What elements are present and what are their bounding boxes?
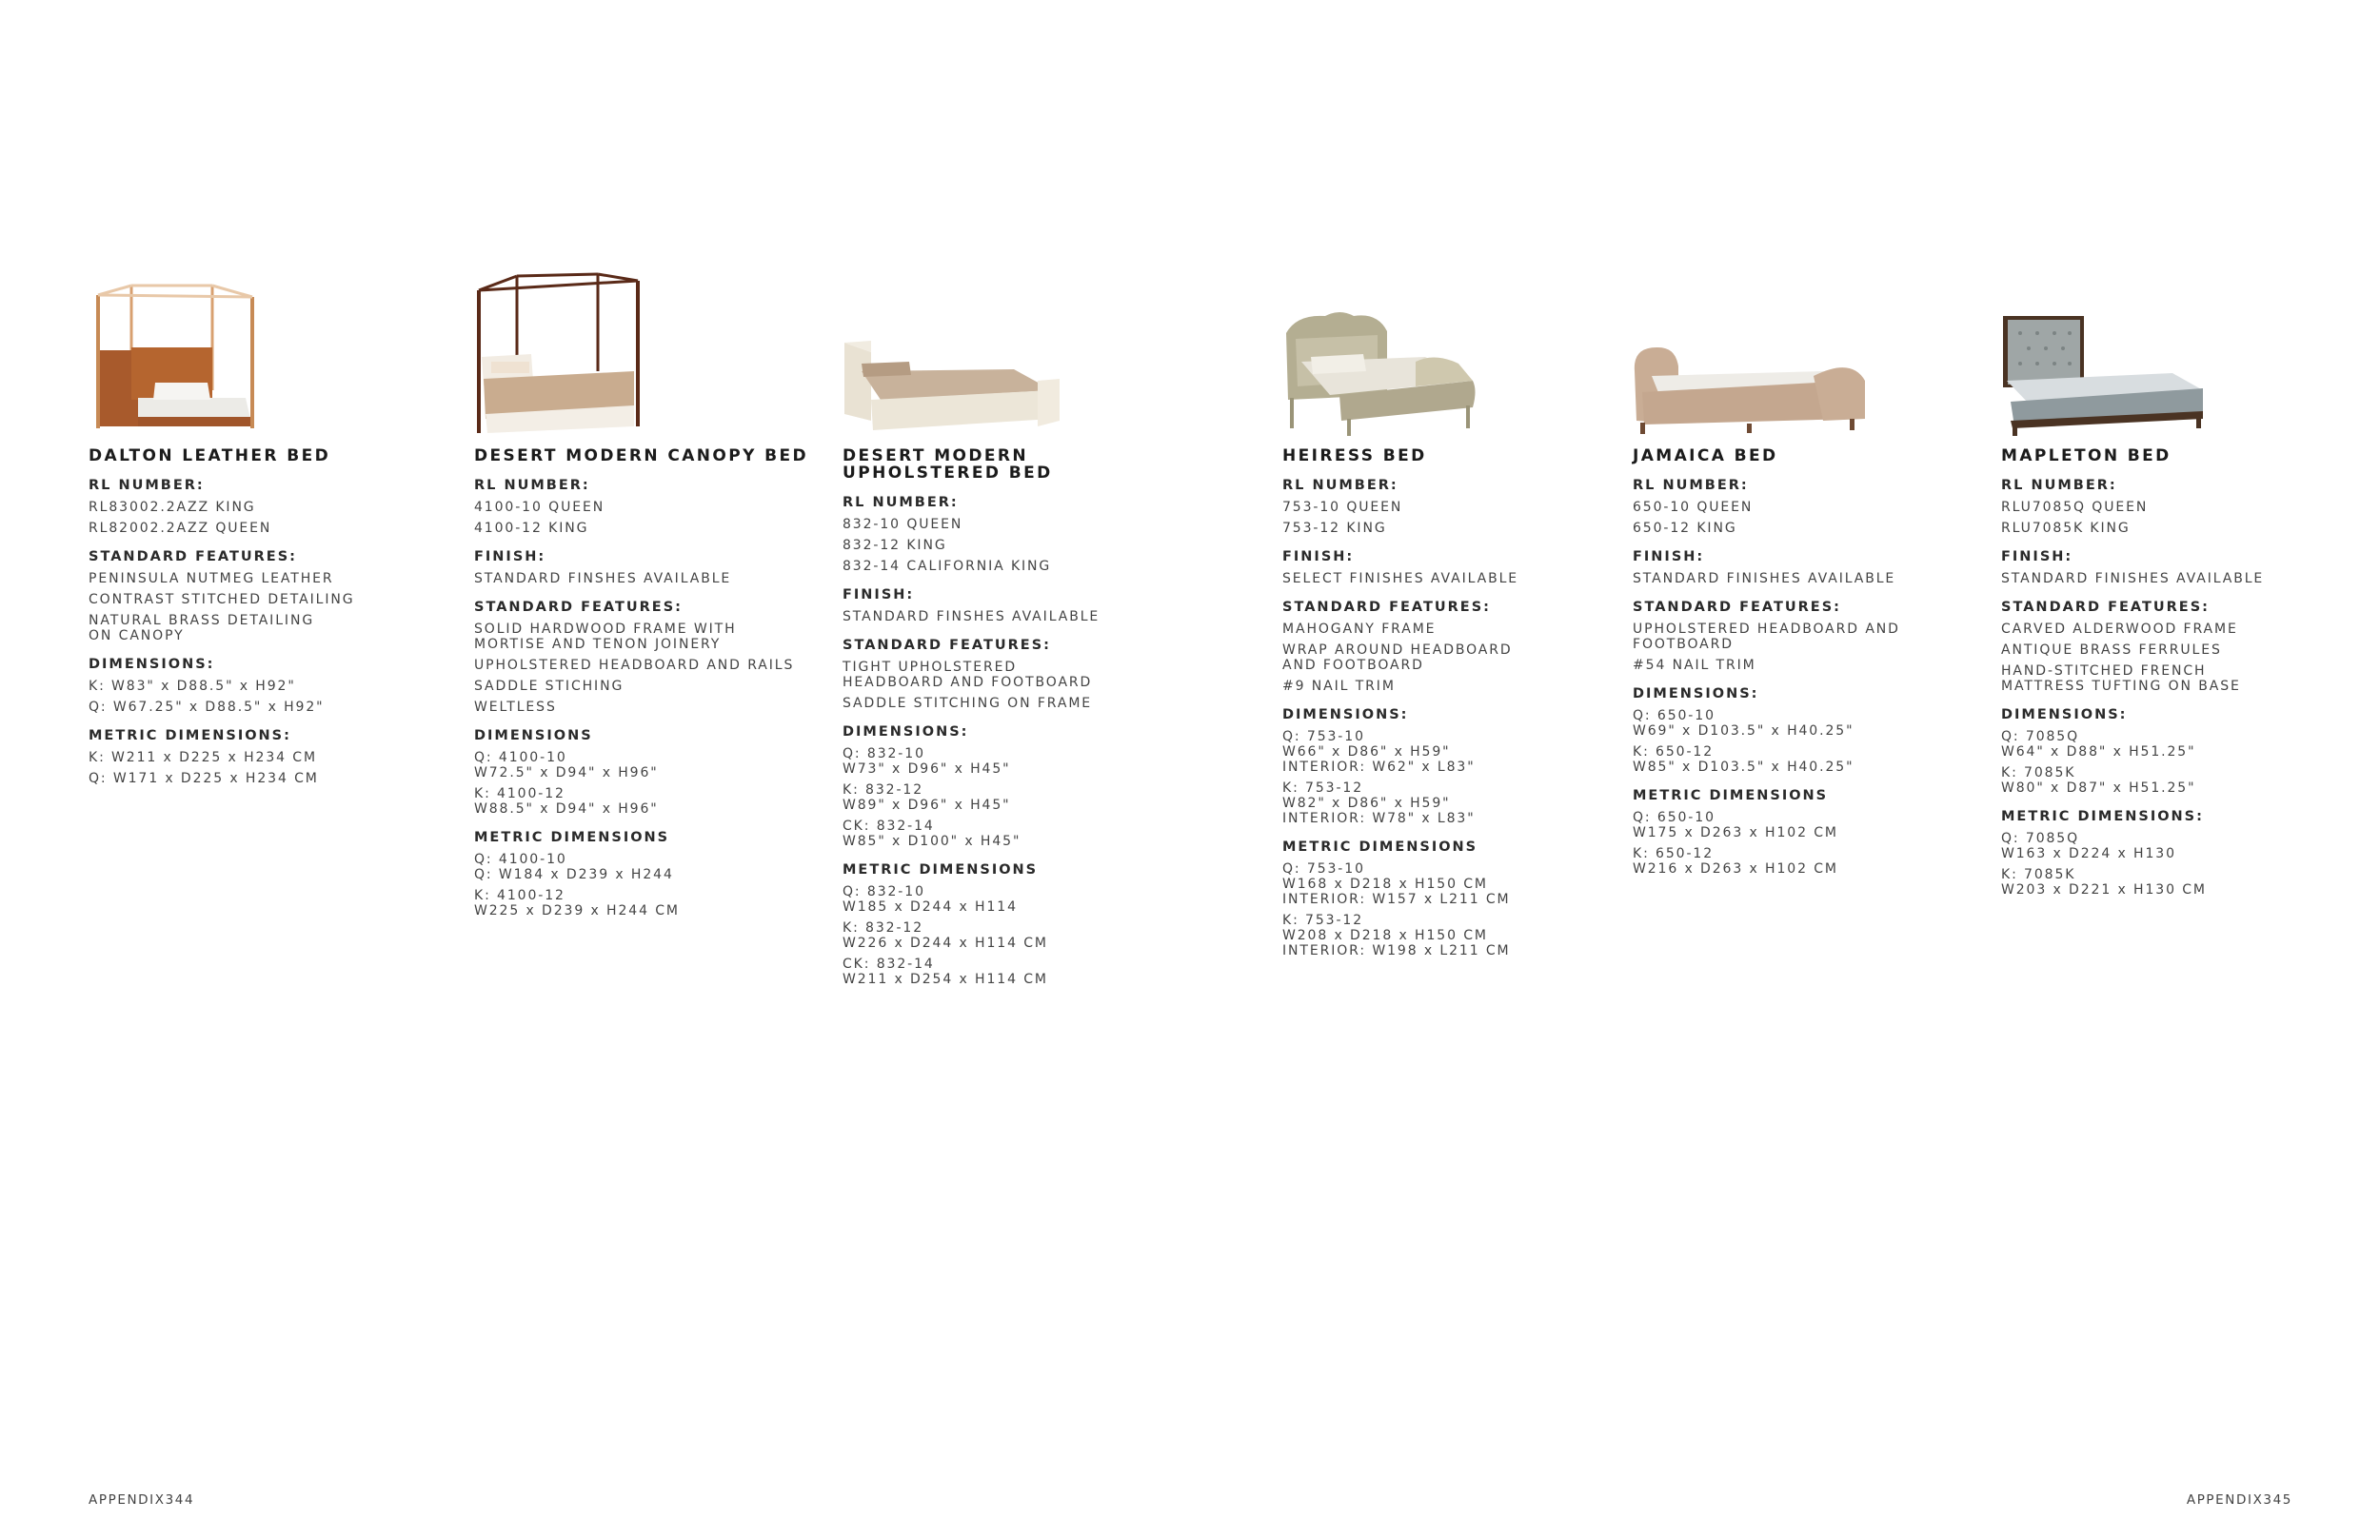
spec-section <box>2001 478 2325 536</box>
spec-section <box>1282 478 1597 536</box>
spec-item: 4100-10 QUEEN <box>474 500 605 515</box>
page-number-right: APPENDIX345 <box>2186 1492 2292 1508</box>
product-title: JAMAICA BED <box>1633 446 1778 465</box>
spec-item: K: 650-12 W216 x D263 x H102 CM <box>1633 846 1838 877</box>
spec-item: 650-10 QUEEN <box>1633 500 1754 515</box>
spec-item: K: 753-12 W82" x D86" x H59" INTERIOR: W78" x L83" <box>1282 780 1476 826</box>
spec-item: Q: 650-10 W69" x D103.5" x H40.25" <box>1633 708 1854 739</box>
spec-label: RL NUMBER: <box>1282 478 1398 493</box>
spec-item: K: 7085K W203 x D221 x H130 CM <box>2001 867 2207 898</box>
spec-section <box>843 724 1204 849</box>
french-bed-icon <box>1282 305 1482 438</box>
spec-item: CARVED ALDERWOOD FRAME <box>2001 622 2238 637</box>
product-title: DALTON LEATHER BED <box>89 446 331 465</box>
spec-item: K: 832-12 W89" x D96" x H45" <box>843 782 1011 813</box>
spec-item: Q: W67.25" x D88.5" x H92" <box>89 700 325 715</box>
spec-label: STANDARD FEATURES: <box>1282 600 1491 615</box>
spec-section <box>843 638 1204 711</box>
spec-item: HAND-STITCHED FRENCH MATTRESS TUFTING ON BASE <box>2001 663 2241 694</box>
spec-label: METRIC DIMENSIONS <box>474 830 670 845</box>
spec-item: STANDARD FINSHES AVAILABLE <box>843 609 1101 624</box>
product-column <box>89 238 403 792</box>
spec-section <box>1633 600 1956 673</box>
spec-section <box>843 495 1204 574</box>
product-image <box>1633 238 1956 438</box>
spec-label: STANDARD FEATURES: <box>2001 600 2210 615</box>
spec-item: SOLID HARDWOOD FRAME WITH MORTISE AND TENON JOINERY <box>474 622 737 652</box>
product-column <box>843 238 1204 993</box>
spec-item: Q: W171 x D225 x H234 CM <box>89 771 319 786</box>
spec-label: FINISH: <box>474 549 546 564</box>
spec-label: RL NUMBER: <box>474 478 590 493</box>
spec-item: K: 753-12 W208 x D218 x H150 CM INTERIOR: W198 x L211 CM <box>1282 913 1511 958</box>
spec-item: Q: 753-10 W66" x D86" x H59" INTERIOR: W62" x L83" <box>1282 729 1476 775</box>
spec-label: STANDARD FEATURES: <box>89 549 297 564</box>
spec-section <box>843 587 1204 624</box>
spec-item: K: 4100-12 W88.5" x D94" x H96" <box>474 786 659 817</box>
spec-item: ANTIQUE BRASS FERRULES <box>2001 642 2222 658</box>
product-title: HEIRESS BED <box>1282 446 1427 465</box>
spec-section <box>474 549 826 586</box>
spec-item: PENINSULA NUTMEG LEATHER <box>89 571 334 586</box>
product-title: DESERT MODERN UPHOLSTERED BED <box>843 446 1053 483</box>
spec-section <box>474 600 826 715</box>
spec-item: CONTRAST STITCHED DETAILING <box>89 592 355 607</box>
spec-item: WRAP AROUND HEADBOARD AND FOOTBOARD <box>1282 642 1513 673</box>
product-image <box>89 238 403 438</box>
four-poster-bed-icon <box>89 276 260 438</box>
spec-label: RL NUMBER: <box>1633 478 1749 493</box>
spec-label: DIMENSIONS: <box>1282 707 1409 722</box>
spec-label: STANDARD FEATURES: <box>474 600 683 615</box>
spec-item: Q: 753-10 W168 x D218 x H150 CM INTERIOR: W157 x L211 CM <box>1282 861 1511 907</box>
spec-item: SADDLE STICHING <box>474 679 625 694</box>
spec-item: K: W83" x D88.5" x H92" <box>89 679 296 694</box>
spec-section <box>89 657 403 715</box>
spec-section <box>1633 478 1956 536</box>
spec-item: 832-12 KING <box>843 538 947 553</box>
spec-item: K: 650-12 W85" x D103.5" x H40.25" <box>1633 744 1854 775</box>
product-title: DESERT MODERN CANOPY BED <box>474 446 809 465</box>
spec-item: Q: 7085Q W64" x D88" x H51.25" <box>2001 729 2196 760</box>
spec-item: SELECT FINISHES AVAILABLE <box>1282 571 1519 586</box>
spec-item: 832-10 QUEEN <box>843 517 963 532</box>
spec-label: FINISH: <box>2001 549 2073 564</box>
upholstered-bed-icon <box>843 333 1061 438</box>
product-column <box>1633 238 1956 882</box>
spec-label: METRIC DIMENSIONS: <box>2001 809 2204 824</box>
spec-item: WELTLESS <box>474 700 557 715</box>
spec-section <box>2001 707 2325 796</box>
tufted-bed-icon <box>2001 314 2206 438</box>
spec-item: RLU7085Q QUEEN <box>2001 500 2149 515</box>
spec-item: TIGHT UPHOLSTERED HEADBOARD AND FOOTBOARD <box>843 660 1093 690</box>
spec-item: Q: 4100-10 W72.5" x D94" x H96" <box>474 750 659 780</box>
spec-label: DIMENSIONS: <box>1633 686 1759 701</box>
product-image <box>843 238 1204 438</box>
spec-item: STANDARD FINISHES AVAILABLE <box>1633 571 1896 586</box>
spec-item: MAHOGANY FRAME <box>1282 622 1437 637</box>
spec-section <box>2001 809 2325 898</box>
sleigh-bed-icon <box>1633 333 1866 438</box>
product-title: MAPLETON BED <box>2001 446 2172 465</box>
spec-section <box>1282 839 1597 958</box>
spec-item: RL82002.2AZZ QUEEN <box>89 521 272 536</box>
spec-label: DIMENSIONS: <box>89 657 215 672</box>
product-image <box>474 238 826 438</box>
product-column <box>1282 238 1597 964</box>
spec-item: K: 7085K W80" x D87" x H51.25" <box>2001 765 2196 796</box>
spec-item: #9 NAIL TRIM <box>1282 679 1396 694</box>
spec-item: UPHOLSTERED HEADBOARD AND RAILS <box>474 658 795 673</box>
spec-label: DIMENSIONS: <box>2001 707 2128 722</box>
spec-label: FINISH: <box>1633 549 1705 564</box>
spec-item: CK: 832-14 W211 x D254 x H114 CM <box>843 957 1048 987</box>
spec-item: 753-12 KING <box>1282 521 1387 536</box>
spec-section <box>474 728 826 817</box>
spec-section <box>89 478 403 536</box>
spec-section <box>2001 600 2325 694</box>
product-image <box>2001 238 2325 438</box>
spec-section <box>1633 788 1956 877</box>
spec-section <box>1282 707 1597 826</box>
spec-item: 650-12 KING <box>1633 521 1737 536</box>
spec-item: K: 4100-12 W225 x D239 x H244 CM <box>474 888 680 918</box>
spec-section <box>843 862 1204 987</box>
spec-section <box>474 478 826 536</box>
spec-item: RLU7085K KING <box>2001 521 2131 536</box>
page-number-left: APPENDIX344 <box>89 1492 195 1508</box>
spec-label: RL NUMBER: <box>843 495 959 510</box>
spec-item: Q: 832-10 W185 x D244 x H114 <box>843 884 1018 915</box>
spec-item: SADDLE STITCHING ON FRAME <box>843 696 1093 711</box>
spec-item: STANDARD FINSHES AVAILABLE <box>474 571 732 586</box>
spec-section <box>2001 549 2325 586</box>
spec-item: CK: 832-14 W85" x D100" x H45" <box>843 819 1021 849</box>
spec-item: K: W211 x D225 x H234 CM <box>89 750 317 765</box>
spec-item: 4100-12 KING <box>474 521 589 536</box>
spec-label: FINISH: <box>1282 549 1355 564</box>
product-column <box>474 238 826 924</box>
spec-item: #54 NAIL TRIM <box>1633 658 1756 673</box>
spec-item: STANDARD FINISHES AVAILABLE <box>2001 571 2265 586</box>
spec-item: NATURAL BRASS DETAILING ON CANOPY <box>89 613 315 643</box>
spec-section <box>1633 549 1956 586</box>
spec-label: RL NUMBER: <box>89 478 205 493</box>
spec-label: METRIC DIMENSIONS: <box>89 728 291 743</box>
spec-section <box>89 728 403 786</box>
product-image <box>1282 238 1597 438</box>
spec-section <box>1633 686 1956 775</box>
spec-item: Q: 832-10 W73" x D96" x H45" <box>843 746 1011 777</box>
spec-item: 832-14 CALIFORNIA KING <box>843 559 1052 574</box>
spec-item: RL83002.2AZZ KING <box>89 500 256 515</box>
spec-item: Q: 7085Q W163 x D224 x H130 <box>2001 831 2176 861</box>
spec-label: STANDARD FEATURES: <box>1633 600 1841 615</box>
spec-section <box>474 830 826 918</box>
spec-label: STANDARD FEATURES: <box>843 638 1051 653</box>
spec-item: Q: 4100-10 Q: W184 x D239 x H244 <box>474 852 674 882</box>
spec-label: DIMENSIONS: <box>843 724 969 740</box>
canopy-bed-icon <box>474 267 645 438</box>
spec-label: METRIC DIMENSIONS <box>843 862 1039 878</box>
spec-label: METRIC DIMENSIONS <box>1282 839 1478 855</box>
spec-section <box>89 549 403 643</box>
spec-item: Q: 650-10 W175 x D263 x H102 CM <box>1633 810 1838 840</box>
spec-section <box>1282 600 1597 694</box>
spec-item: 753-10 QUEEN <box>1282 500 1403 515</box>
spec-label: METRIC DIMENSIONS <box>1633 788 1829 803</box>
spec-label: FINISH: <box>843 587 915 602</box>
product-column <box>2001 238 2325 903</box>
spec-label: RL NUMBER: <box>2001 478 2117 493</box>
spec-item: UPHOLSTERED HEADBOARD AND FOOTBOARD <box>1633 622 1900 652</box>
spec-section <box>1282 549 1597 586</box>
spec-item: K: 832-12 W226 x D244 x H114 CM <box>843 920 1048 951</box>
spec-label: DIMENSIONS <box>474 728 593 743</box>
